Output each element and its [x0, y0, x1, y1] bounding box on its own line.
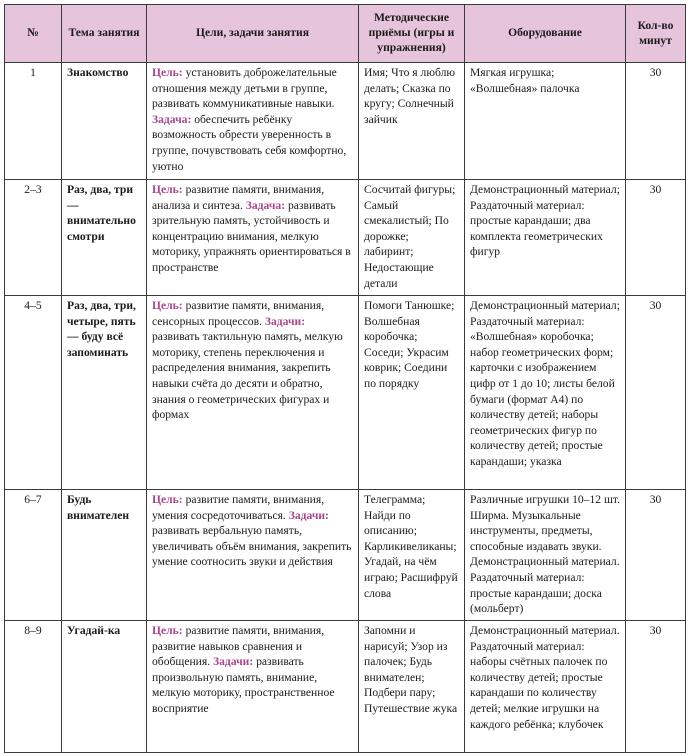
goal-text: развитие памяти, внимания, развитие навыков сравнения и обобщения. [152, 624, 325, 669]
header-methods: Методические приёмы (игры и упражнения) [359, 5, 465, 63]
goal-text: установить доброжелательные отношения между детьми в группе, развивать коммуникативные навыки. [152, 66, 337, 111]
row-goals [147, 490, 359, 621]
task-text: развивать произвольную память, внимание, мелкую моторику, пространственное восприятие [152, 655, 335, 715]
row-minutes: 30 [626, 63, 686, 180]
task-text: развивать зрительную память, устойчивость и концентрацию внимания, мелкую моторику, упражнять ориентироваться в пространстве [152, 198, 351, 274]
row-equipment: Демонстрационный материал; Раздаточный материал: «Волшебная» коробочка; набор геометрических форм; карточки с изображением цифр от 1 до 10; листы белой бумаги (формат А4) по количеству детей; наборы геометрических фигур по количеству детей; простые карандаши; указка [465, 296, 626, 490]
row-methods: Сосчитай фигуры; Самый смекалистый; По дорожке; лабиринт; Недостающие детали [359, 180, 465, 296]
row-topic: Знакомство [62, 63, 147, 180]
goal-label: Цель: [152, 493, 183, 506]
table-row [5, 621, 686, 753]
goal-label: Цель: [152, 183, 183, 196]
task-label: Задачи: [264, 314, 306, 328]
row-minutes: 30 [626, 296, 686, 490]
row-goals [147, 180, 359, 296]
header-num: № [5, 5, 62, 63]
row-goals [147, 296, 359, 490]
goal-label: Цель: [152, 299, 183, 312]
table-row [5, 490, 686, 621]
goal-text: развитие памяти, внимания, сенсорных процессов. [152, 299, 325, 328]
row-num: 8–9 [5, 621, 62, 753]
row-methods: Запомни и нарисуй; Узор из палочек; Будь внимателен; Подбери пару; Путешествие жука [359, 621, 465, 753]
task-text: развивать тактильную память, мелкую моторику, степень переключения и распределения внимания, закрепить навыки счёта до десяти и обратно, знания о геометрических фигурах и формах [152, 330, 343, 422]
row-methods: Имя; Что я люблю делать; Сказка по кругу; Солнечный зайчик [359, 63, 465, 180]
header-topic: Тема занятия [62, 5, 147, 63]
goal-text: развитие памяти, внимания, анализа и синтеза. [152, 183, 325, 212]
goal-label: Цель: [152, 66, 183, 79]
row-equipment: Мягкая игрушка; «Волшебная» палочка [465, 63, 626, 180]
header-row [5, 5, 686, 63]
row-goals [147, 63, 359, 180]
lesson-plan-table [4, 4, 686, 753]
goal-text: развитие памяти, внимания, умения сосредоточиваться. [152, 493, 325, 522]
row-num: 1 [5, 63, 62, 180]
row-goals [147, 621, 359, 753]
header-goals: Цели, задачи занятия [147, 5, 359, 63]
task-label: Задача: [245, 198, 286, 212]
row-topic: Раз, два, три, четыре, пять — буду всё запоминать [62, 296, 147, 490]
row-methods: Телеграмма; Найди по описанию; Карликивеликаны; Угадай, на чём играю; Расшифруй слова [359, 490, 465, 621]
row-minutes: 30 [626, 621, 686, 753]
task-label: Задачи: [213, 655, 254, 669]
task-label: Задачи: [288, 508, 329, 522]
task-text: обеспечить ребёнку возможность обрести уверенность в группе, почувствовать себя комфортно, уютно [152, 112, 347, 173]
row-methods: Помоги Танюшке; Волшебная коробочка; Соседи; Украсим коврик; Соедини по порядку [359, 296, 465, 490]
header-minutes: Кол-во минут [626, 5, 686, 63]
row-topic: Будь внимателен [62, 490, 147, 621]
table-row [5, 180, 686, 296]
task-label: Задача: [152, 112, 192, 126]
header-equipment: Оборудование [465, 5, 626, 63]
row-num: 4–5 [5, 296, 62, 490]
row-num: 6–7 [5, 490, 62, 621]
table-row [5, 63, 686, 180]
row-minutes: 30 [626, 180, 686, 296]
row-num: 2–3 [5, 180, 62, 296]
row-equipment: Различные игрушки 10–12 шт. Ширма. Музыкальные инструменты, предметы, способные издавать звуки. Демонстрационный материал. Раздаточный материал: простые карандаши; доска (мольберт) [465, 490, 626, 621]
row-topic: Раз, два, три — внимательно смотри [62, 180, 147, 296]
row-equipment: Демонстрационный материал. Раздаточный материал: наборы счётных палочек по количеству детей; простые карандаши по количеству детей; мелкие игрушки на каждого ребёнка; клубочек [465, 621, 626, 753]
row-equipment: Демонстрационный материал; Раздаточный материал: простые карандаши; два комплекта геометрических фигур [465, 180, 626, 296]
task-text: развивать вербальную память, увеличивать объём внимания, закрепить умение соотносить звуки и действия [152, 524, 352, 569]
goal-label: Цель: [152, 624, 183, 637]
row-minutes: 30 [626, 490, 686, 621]
table-row [5, 296, 686, 490]
row-topic: Угадай-ка [62, 621, 147, 753]
